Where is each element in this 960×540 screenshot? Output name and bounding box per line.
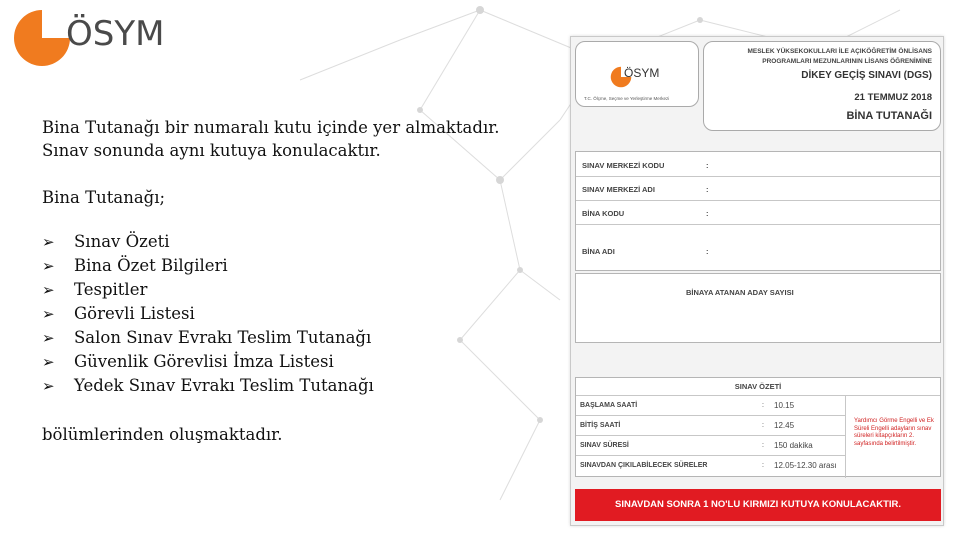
list-item: [42, 302, 374, 326]
info-row: [576, 201, 940, 225]
summary-separator: :: [762, 402, 764, 409]
info-row: [576, 225, 940, 271]
intro-line: Sınav sonunda aynı kutuya konulacaktır.: [42, 141, 381, 160]
document-logo-box: [575, 41, 699, 107]
info-label: BİNA KODU: [582, 209, 625, 218]
summary-value: 12.05-12.30 arası: [774, 461, 837, 470]
footer-warning-banner: SINAVDAN SONRA 1 NO'LU KIRMIZI KUTUYA KONULACAKTIR.: [575, 489, 941, 521]
outro-text: bölümlerinden oluşmaktadır.: [42, 425, 283, 444]
summary-label: SINAV SÜRESİ: [580, 442, 629, 449]
document-preview: [570, 36, 944, 526]
summary-label: BİTİŞ SAATİ: [580, 422, 621, 429]
subheading: Bina Tutanağı;: [42, 188, 166, 207]
summary-value: 150 dakika: [774, 441, 813, 450]
summary-note: Yardımcı Görme Engelli ve Ek Süreli Engelli adayların sınav süreleri kitapçıkların 2. sayfasında belirtilmiştir.: [854, 418, 934, 447]
summary-label: BAŞLAMA SAATİ: [580, 402, 638, 409]
list-item-label: Yedek Sınav Evrakı Teslim Tutanağı: [74, 376, 374, 395]
arrow-bullet-icon: ➢: [42, 281, 55, 299]
arrow-bullet-icon: ➢: [42, 257, 55, 275]
list-item: [42, 254, 374, 278]
arrow-bullet-icon: ➢: [42, 305, 55, 323]
info-separator: :: [706, 209, 709, 218]
list-item: [42, 326, 374, 350]
arrow-bullet-icon: ➢: [42, 233, 55, 251]
candidate-count-box: [575, 273, 941, 343]
exam-summary-title: SINAV ÖZETİ: [576, 378, 940, 396]
info-separator: :: [706, 185, 709, 194]
table-row: [576, 416, 846, 436]
document-logo-subtitle: T.C. Ölçme, Seçme ve Yerleştirme Merkezi: [584, 96, 670, 101]
summary-label: SINAVDAN ÇIKILABİLECEK SÜRELER: [580, 462, 708, 469]
info-row: [576, 177, 940, 201]
document-logo-text: ÖSYM: [624, 66, 660, 80]
intro-line: Bina Tutanağı bir numaralı kutu içinde yer almaktadır.: [42, 118, 500, 137]
info-row: [576, 152, 940, 177]
list-item-label: Görevli Listesi: [74, 304, 195, 323]
logo-text: ÖSYM: [66, 14, 165, 54]
arrow-bullet-icon: ➢: [42, 329, 55, 347]
document-title-line: MESLEK YÜKSEKOKULLARI İLE AÇIKÖĞRETİM ÖNLİSANS: [747, 48, 932, 55]
arrow-bullet-icon: ➢: [42, 353, 55, 371]
arrow-bullet-icon: ➢: [42, 377, 55, 395]
list-item-label: Salon Sınav Evrakı Teslim Tutanağı: [74, 328, 372, 347]
osym-logo: [12, 8, 182, 68]
exam-summary-box: [575, 377, 941, 477]
osym-logo-mark-icon: [12, 8, 72, 68]
list-item: [42, 278, 374, 302]
table-row: [576, 436, 846, 456]
list-item: [42, 374, 374, 398]
document-header: [575, 41, 941, 135]
summary-value: 10.15: [774, 401, 795, 410]
candidate-count-label: BİNAYA ATANAN ADAY SAYISI: [686, 288, 794, 297]
summary-separator: :: [762, 462, 764, 469]
summary-separator: :: [762, 442, 764, 449]
table-row: [576, 456, 846, 476]
info-label: SINAV MERKEZİ ADI: [582, 185, 655, 194]
list-item-label: Tespitler: [74, 280, 148, 299]
exam-summary-table: [576, 396, 846, 478]
list-item-label: Sınav Özeti: [74, 232, 170, 251]
list-item-label: Güvenlik Görevlisi İmza Listesi: [74, 352, 334, 371]
list-item-label: Bina Özet Bilgileri: [74, 256, 228, 275]
document-exam-name: DİKEY GEÇİŞ SINAVI (DGS): [801, 70, 932, 81]
document-title-line: PROGRAMLARI MEZUNLARININ LİSANS ÖĞRENİMİNE: [762, 58, 932, 65]
building-info-box: [575, 151, 941, 271]
document-title-box: [703, 41, 941, 131]
document-title: BİNA TUTANAĞI: [846, 110, 932, 122]
section-list: [42, 230, 374, 398]
document-date: 21 TEMMUZ 2018: [854, 92, 932, 103]
summary-separator: :: [762, 422, 764, 429]
list-item: [42, 230, 374, 254]
info-separator: :: [706, 247, 709, 256]
list-item: [42, 350, 374, 374]
info-label: BİNA ADI: [582, 247, 615, 256]
intro-paragraph: [42, 116, 542, 162]
table-row: [576, 396, 846, 416]
summary-value: 12.45: [774, 421, 795, 430]
info-label: SINAV MERKEZİ KODU: [582, 161, 665, 170]
info-separator: :: [706, 161, 709, 170]
